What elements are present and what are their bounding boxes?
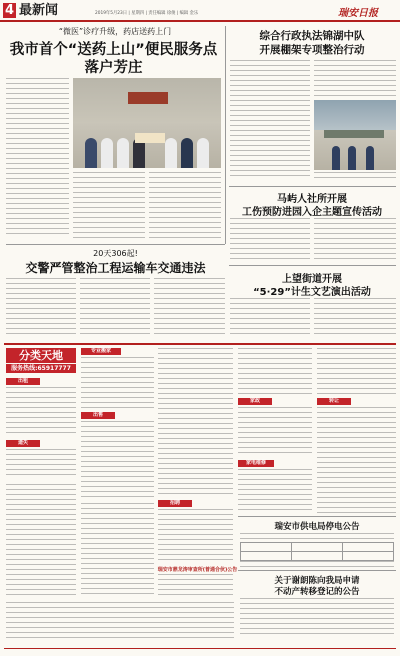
column-divider xyxy=(225,26,226,244)
classifieds-section-4: 招聘 xyxy=(158,500,192,507)
story3-headline-2: 工伤预防进园入企主题宣传活动 xyxy=(242,207,382,218)
date-line: 2019年5月23日 | 星期四 | 责任编辑 徐俊 | 编辑 金乐 xyxy=(95,11,199,16)
classifieds-title: 分类天地 xyxy=(6,348,76,363)
story1-body-col3 xyxy=(149,172,221,238)
notice1-table-cell xyxy=(241,552,292,561)
page-header xyxy=(0,0,400,22)
classifieds-col2-text-a xyxy=(81,357,154,409)
story1-photo xyxy=(73,78,221,168)
classifieds-top-rule xyxy=(4,343,396,345)
notice1-table-cell xyxy=(292,543,343,552)
story1-body-col2 xyxy=(73,172,145,238)
classifieds-col4-text-c xyxy=(238,469,312,513)
classifieds-col2-text-b xyxy=(81,421,154,499)
classifieds-col3-text-c xyxy=(158,574,233,598)
story2-rule xyxy=(229,186,396,187)
notice1-footer xyxy=(240,561,394,567)
notice1-intro xyxy=(240,533,394,541)
classifieds-col1-text-b xyxy=(6,449,76,479)
classifieds-section-2: 专业搬家 xyxy=(81,348,121,355)
classifieds-section-6: 家电维修 xyxy=(238,460,274,467)
classifieds-bottom-notice: 瑞安市鼎龙涛审查所(普通合伙)公告 xyxy=(157,567,238,573)
classifieds-section-1: 遗失 xyxy=(6,440,40,447)
classifieds-section-7: 转让 xyxy=(317,398,351,405)
story2-photo xyxy=(314,100,396,170)
notice1-table-cell xyxy=(292,552,343,561)
story2-headline-2: 开展棚架专项整治行动 xyxy=(259,44,365,56)
story1-body-col1 xyxy=(6,78,69,238)
story3-headline-1: 马屿人社所开展 xyxy=(277,194,347,205)
notice2-title-2: 不动产转移登记的公告 xyxy=(274,587,360,597)
classifieds-col4-text-b xyxy=(238,407,312,457)
story1-kicker: “微医”诊疗升级，药店送药上门 xyxy=(58,27,172,36)
classifieds-col1-text-c xyxy=(6,484,76,596)
classifieds-section-5: 家政 xyxy=(238,398,272,405)
notice1-title: 瑞安市供电局停电公告 xyxy=(274,522,360,532)
classifieds-section-0: 出租 xyxy=(6,378,40,385)
section-title: 最新闻 xyxy=(19,3,59,18)
notice2-body xyxy=(240,598,394,638)
page-bottom-rule xyxy=(4,648,396,649)
classifieds-col2-text-c xyxy=(81,503,154,598)
notice1-table xyxy=(240,542,394,561)
story3-body-col1 xyxy=(230,218,310,260)
classifieds-col1-text-a xyxy=(6,387,76,437)
page-number-badge: 4 xyxy=(4,3,15,18)
classifieds-col3-text-b xyxy=(158,509,233,563)
story4-headline-1: 上望街道开展 xyxy=(282,274,342,285)
story1-headline-1: 我市首个“送药上山”便民服务点 xyxy=(9,42,218,58)
story4-body-col2 xyxy=(314,298,396,338)
story5-body-col3 xyxy=(154,278,225,338)
story2-body-col2 xyxy=(314,60,396,98)
notice1-table-cell xyxy=(343,552,394,561)
classifieds-title-box xyxy=(6,348,76,374)
notice1-rule xyxy=(238,516,396,517)
story1-headline-2: 落户芳庄 xyxy=(84,60,143,76)
classifieds-col4-text-a xyxy=(238,348,312,396)
story3-body-col2 xyxy=(314,218,396,260)
story4-body-col1 xyxy=(230,298,310,338)
classifieds-hotline: 服务热线:65917777 xyxy=(6,364,76,373)
story2-photo-caption xyxy=(314,172,396,182)
story3-rule xyxy=(229,265,396,266)
classifieds-section-3: 出售 xyxy=(81,412,115,419)
classifieds-col5-text-b xyxy=(317,407,396,513)
story4-headline-2: “5·29”计生文艺演出活动 xyxy=(253,287,371,298)
story2-body-col1 xyxy=(230,60,310,180)
story5-top-rule xyxy=(6,244,225,245)
story5-headline: 交警严管整治工程运输车交通违法 xyxy=(25,261,206,275)
notice1-table-cell xyxy=(343,543,394,552)
story5-body-col2 xyxy=(80,278,150,338)
story5-kicker: 20天306起! xyxy=(93,249,138,258)
masthead-logo: 瑞安日报 xyxy=(338,8,378,19)
notice2-title-1: 关于谢朗陈向我局申请 xyxy=(274,576,360,586)
classifieds-col3-text-a xyxy=(158,348,233,498)
classifieds-bottom-strip xyxy=(6,602,234,642)
notice1-table-cell xyxy=(241,543,292,552)
header-rule xyxy=(0,20,400,22)
story5-body-col1 xyxy=(6,278,76,338)
story2-headline-1: 综合行政执法锦湖中队 xyxy=(259,30,365,42)
classifieds-col5-text-a xyxy=(317,348,396,396)
notice2-rule xyxy=(238,570,396,571)
